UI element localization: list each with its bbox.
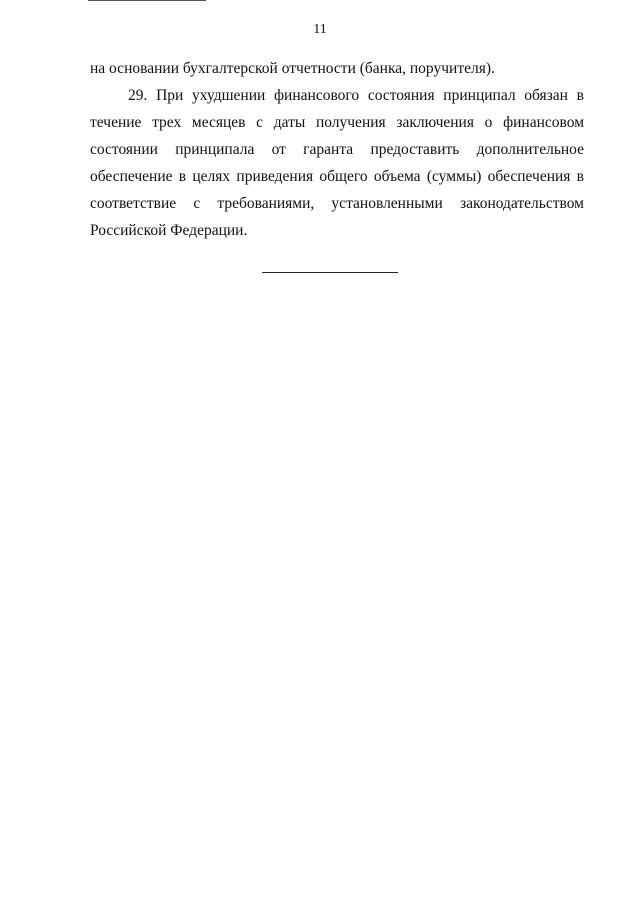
end-of-text-divider <box>262 272 398 273</box>
document-body <box>90 55 584 244</box>
continuation-line: на основании бухгалтерской отчетности (банка, поручителя). <box>90 60 495 77</box>
paragraph-29: 29. При ухудшении финансового состояния принципал обязан в течение трех месяцев с даты получения заключения о финансовом состоянии принципала от гаранта предоставить дополнительное обеспечение в целях приведения общего объема (суммы) обеспечения в соответствие с требованиями, установленными законодательством Российской Федерации. <box>90 87 584 239</box>
top-divider <box>88 0 206 1</box>
page-number: 11 <box>313 22 327 37</box>
